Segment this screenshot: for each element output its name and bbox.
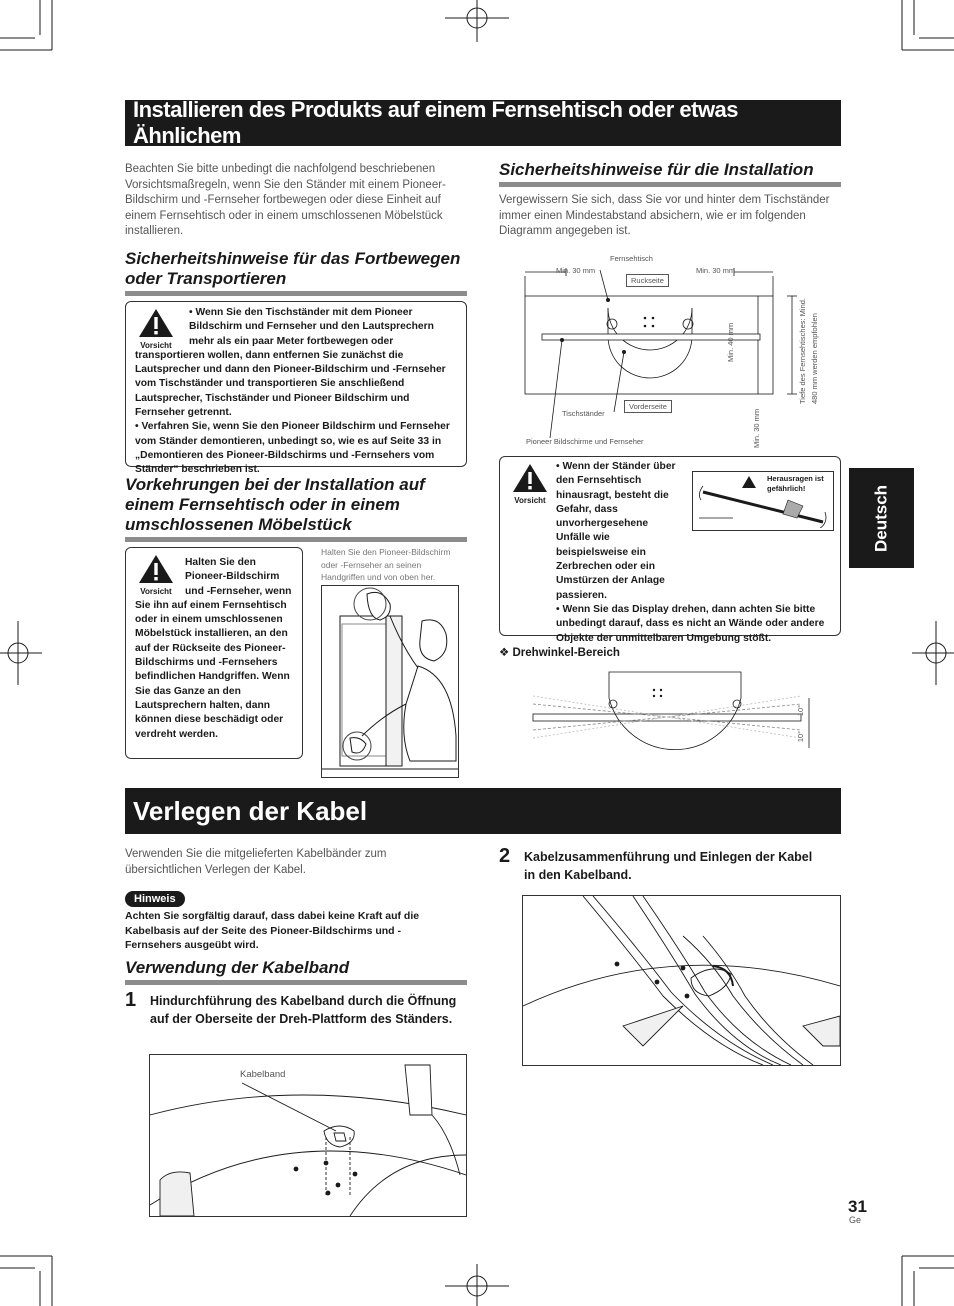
rotation-diagram <box>529 668 825 776</box>
warning-triangle-icon <box>512 463 548 493</box>
caution-symbol <box>134 308 178 353</box>
cable-intro: Verwenden Sie die mitgelieferten Kabelbänder zum übersichtlichen Verlegen der Kabel. <box>125 848 387 876</box>
caution-label: Vorsicht <box>140 587 172 596</box>
label-depth-line1: Tiefe des Fernsehtisches: Mind. <box>798 297 807 404</box>
step-1-illustration <box>149 1054 467 1217</box>
handle-illustration <box>321 585 459 778</box>
step-2-number: 2 <box>499 845 511 867</box>
stand-top-view-icon <box>522 252 842 452</box>
label-min40: Min. 40 mm <box>726 322 735 362</box>
caution-label: Vorsicht <box>140 341 172 350</box>
installation-bullet-2: • Wenn Sie das Display drehen, dann achten Sie bitte unbedingt darauf, dass es nicht an Wände oder andere Objekte der unmittelbaren Umgebung stößt. <box>556 603 825 644</box>
moving-caution-box <box>125 301 467 476</box>
intro-paragraph: Beachten Sie bitte unbedingt die nachfolgend beschriebenen Vorsichtsmaßregeln, wenn Sie den Ständer mit einem Pioneer-Bildschirm und -Fernseher fortbewegen oder diese Einheit auf einem Fernsehtisch oder in einem umschlossenen Möbelstück installieren. <box>125 163 446 237</box>
overhang-illustration <box>692 471 834 531</box>
person-holding-display-icon <box>322 586 458 777</box>
angle-label-a: 10° <box>796 704 806 717</box>
furniture-figure-caption: Halten Sie den Pioneer-Bildschirm oder -Fernseher an seinen Handgriffen und von oben her. <box>321 547 451 582</box>
language-tab <box>849 468 914 568</box>
caution-symbol <box>508 463 552 508</box>
step-1-label-kabelband: Kabelband <box>240 1069 286 1080</box>
moving-heading: Sicherheitshinweise für das Fortbewegen oder Transportieren <box>125 249 467 296</box>
note-badge <box>125 889 185 907</box>
cable-band-heading: Verwendung der Kabelband <box>125 958 467 985</box>
label-pioneer-display: Pioneer Bildschirme und Fernseher <box>526 437 644 446</box>
label-tischstaender: Tischständer <box>562 409 605 418</box>
step-1-number: 1 <box>125 989 137 1011</box>
cable-section-title: Verlegen der Kabel <box>133 795 368 826</box>
furniture-caution-box <box>125 547 303 759</box>
cable-band-platform-icon <box>150 1055 466 1216</box>
page-number: 31 <box>848 1197 867 1216</box>
label-depth-line2: 480 mm werden empfohlen <box>810 313 819 404</box>
language-code: Ge <box>849 1215 862 1225</box>
label-rueckseite: Ruckseite <box>626 274 669 287</box>
section-title-banner <box>125 97 841 148</box>
installation-heading: Sicherheitshinweise für die Installation <box>499 160 841 187</box>
moving-bullet-1: • Wenn Sie den Tischständer mit dem Pioneer Bildschirm und Fernseher und den Lautsprechern mehr als ein paar Meter fortbewegen oder transportieren wollen, dann entfernen Sie zunächst die Lautsprecher und dann den Pioneer-Bildschirm und -Fernseher vom Tischständer und transportieren Sie anschließend Lautsprecher, Tischständer und Pioneer Bildschirm und Fernseher getrennt. <box>135 307 446 419</box>
step-2-illustration <box>522 895 841 1066</box>
angle-label-b: 10° <box>796 730 806 743</box>
caution-symbol <box>134 554 178 599</box>
language-tab-label: Deutsch <box>871 484 891 552</box>
warning-triangle-icon <box>138 308 174 338</box>
furniture-heading: Vorkehrungen bei der Installation auf einem Fernsehtisch oder in einem umschlossenen Möbelstück <box>125 475 467 542</box>
installation-intro: Vergewissern Sie sich, dass Sie vor und hinter dem Tischständer immer einen Mindestabstand absichern, wie er im folgenden Diagramm angegeben ist. <box>499 194 830 237</box>
note-text: Achten Sie sorgfältig darauf, dass dabei keine Kraft auf die Kabelbasis auf der Seite des Pioneer-Bildschirms und -Fernsehers ausgeübt wird. <box>125 910 420 951</box>
label-vorderseite: Vorderseite <box>624 400 672 413</box>
cable-section-banner <box>125 788 841 834</box>
installation-caution-box <box>499 456 841 644</box>
caution-label: Vorsicht <box>514 496 546 505</box>
installation-bullet-1: • Wenn der Ständer über den Fernsehtisch hinausragt, besteht die Gefahr, dass unvorhergesehene Unfälle wie beispielsweise ein Zerbrechen oder ein Umstürzen der Anlage passieren. <box>556 461 676 601</box>
rotation-angle-icon <box>529 668 825 776</box>
label-min30-left: Min. 30 mm <box>556 266 596 275</box>
cable-bundling-icon <box>523 896 840 1065</box>
step-1-text: Hindurchführung des Kabelband durch die Öffnung auf der Oberseite der Dreh-Plattform des Ständers. <box>150 994 457 1026</box>
rotation-heading: ❖ Drehwinkel-Bereich <box>499 647 620 659</box>
note-label: Hinweis <box>125 891 185 907</box>
furniture-text: Halten Sie den Pioneer-Bildschirm und -Fernseher, wenn Sie ihn auf einem Fernsehtisch oder in einem umschlossenen Möbelstück installieren, an den auf der Rückseite des Pioneer-Bildschirms und -Fernsehers befindlichen Handgriffen. Wenn Sie das Ganze an den Lautsprechern halten, dann können diese beschädigt oder verdreht werden. <box>135 557 292 740</box>
warning-triangle-icon <box>138 554 174 584</box>
label-min30-vertical: Min. 30 mm <box>752 408 761 448</box>
moving-bullet-2: • Verfahren Sie, wenn Sie den Pioneer Bildschirm und Fernseher vom Ständer demontieren, unbedingt so, wie es auf Seite 33 in „Demontieren des Pioneer-Bildschirms und -Fernsehers vom Ständer“ beschrieben ist. <box>135 421 450 476</box>
danger-label: Herausragen ist gefährlich! <box>767 474 824 493</box>
clearance-diagram <box>522 252 842 452</box>
section-title: Installieren des Produkts auf einem Fernsehtisch oder etwas Ähnlichem <box>133 97 739 148</box>
label-fernsehtisch: Fernsehtisch <box>610 254 653 263</box>
label-min30-right: Min. 30 mm <box>696 266 736 275</box>
step-2-text: Kabelzusammenführung und Einlegen der Kabel in den Kabelband. <box>524 850 813 882</box>
